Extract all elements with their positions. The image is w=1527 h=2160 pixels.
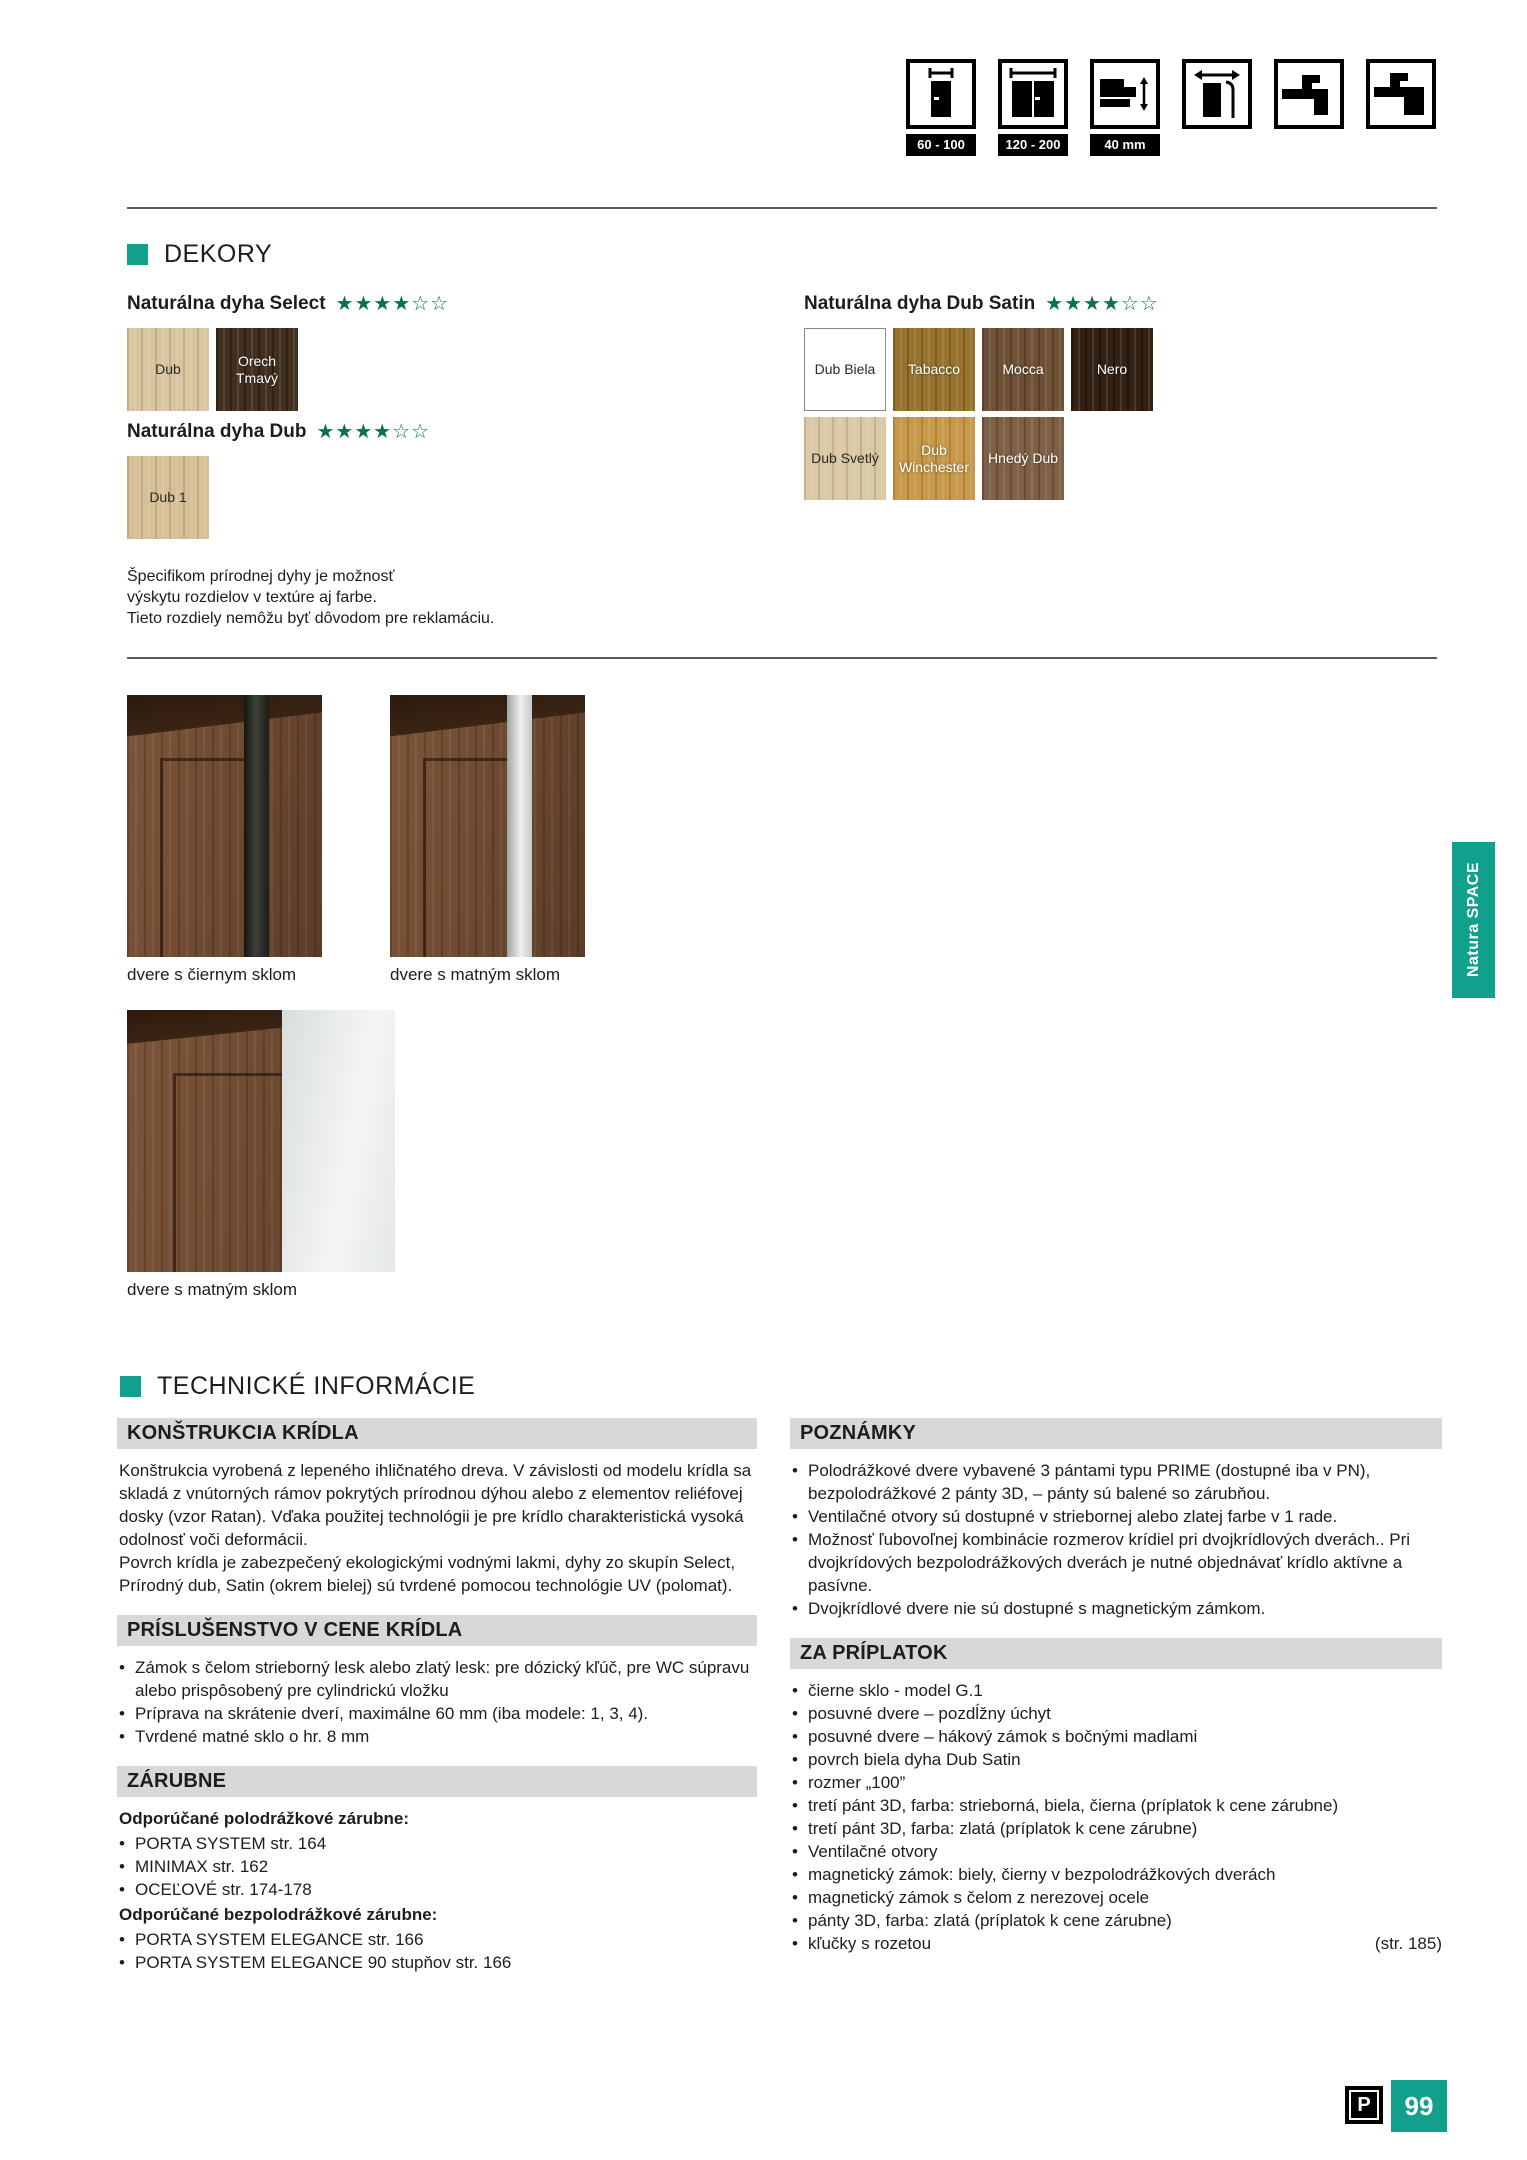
spec-icons-row (906, 59, 1436, 156)
bullet-text: tretí pánt 3D, farba: zlatá (príplatok k cene zárubne) (808, 1819, 1198, 1838)
tech-column-right (790, 1418, 1442, 1973)
door-caption: dvere s matným sklom (390, 965, 561, 984)
bullet-text: Možnosť ľubovoľnej kombinácie rozmerov krídiel pri dvojkrídlových dverách.. Pri dvojkrídových bezpolodrážkových dverách je nutné objednávať krídlo aktívne a pasívne. (808, 1530, 1411, 1595)
veneer-swatch-label: Dub Biela (814, 361, 876, 377)
accent-square-icon (120, 1376, 141, 1397)
page-number-badge: 99 (1391, 2080, 1447, 2132)
dekory-title: DEKORY (164, 240, 273, 268)
bullet-dot-icon: • (792, 1704, 798, 1723)
page-reference: (str. 185) (1374, 1934, 1442, 1953)
door-figure-matte-glass (390, 695, 585, 985)
tech-section-header (120, 1372, 475, 1401)
bullet-dot-icon: • (792, 1934, 798, 1953)
bullet-text: kľučky s rozetou (808, 1934, 932, 1953)
bullet-text: čierne sklo - model G.1 (808, 1681, 983, 1700)
door-thickness-icon (1090, 59, 1160, 129)
bullet-dot-icon: • (119, 1704, 125, 1723)
door-panel-groove (423, 758, 512, 957)
spec-icon-label: 40 mm (1090, 134, 1160, 156)
veneer-swatch[interactable] (216, 328, 298, 411)
bullet-dot-icon: • (119, 1953, 125, 1972)
door-photo-matte-glass-wide (127, 1010, 395, 1272)
swatch-grid (804, 328, 1159, 500)
veneer-swatch[interactable] (982, 328, 1064, 411)
tech-subheading: Odporúčané polodrážkové zárubne: (119, 1809, 409, 1828)
matte-glass-strip (507, 695, 532, 957)
veneer-swatch[interactable] (127, 456, 209, 539)
bullet-item (792, 1932, 1442, 1955)
bullet-text: magnetický zámok s čelom z nerezovej ocele (808, 1888, 1150, 1907)
bullet-item (792, 1771, 1442, 1794)
bullet-text: magnetický zámok: biely, čierny v bezpolodrážkových dverách (808, 1865, 1276, 1884)
tech-section-heading: KONŠTRUKCIA KRÍDLA (117, 1418, 757, 1449)
bullet-dot-icon: • (792, 1888, 798, 1907)
bullet-text: MINIMAX str. 162 (135, 1857, 269, 1876)
bullet-dot-icon: • (119, 1727, 125, 1746)
bullet-text: Zámok s čelom strieborný lesk alebo zlatý lesk: pre dózický kľúč, pre WC súpravu alebo prispôsobený pre cylindrickú vložku (135, 1658, 750, 1700)
single-door-width-icon (906, 59, 976, 129)
bullet-text: posuvné dvere – pozdĺžny úchyt (808, 1704, 1051, 1723)
tech-column-left (117, 1418, 757, 1992)
door-figure-matte-glass-wide (127, 1010, 395, 1300)
bullet-item (792, 1886, 1442, 1909)
bullet-item (792, 1909, 1442, 1932)
bullet-item (792, 1725, 1442, 1748)
bullet-dot-icon: • (792, 1461, 798, 1480)
tech-section-heading: POZNÁMKY (790, 1418, 1442, 1449)
veneer-swatch[interactable] (982, 417, 1064, 500)
decor-group-title: Naturálna dyha Select (127, 293, 326, 314)
bullet-dot-icon: • (119, 1834, 125, 1853)
bullet-item (792, 1794, 1442, 1817)
bullet-text: PORTA SYSTEM ELEGANCE 90 stupňov str. 166 (135, 1953, 512, 1972)
dekory-section-header (127, 240, 272, 269)
disclaimer-line: Tieto rozdiely nemôžu byť dôvodom pre reklamáciu. (127, 610, 495, 627)
tech-title: TECHNICKÉ INFORMÁCIE (157, 1372, 476, 1400)
veneer-swatch[interactable] (804, 417, 886, 500)
bullet-text: Príprava na skrátenie dverí, maximálne 60 mm (iba modele: 1, 3, 4). (135, 1704, 649, 1723)
door-panel-groove (173, 1073, 294, 1272)
tech-section-heading: ZA PRÍPLATOK (790, 1638, 1442, 1669)
bullet-dot-icon: • (792, 1842, 798, 1861)
divider-top (127, 207, 1437, 209)
bullet-dot-icon: • (119, 1880, 125, 1899)
tech-section-kon-trukcia-kr-dla (117, 1418, 757, 1597)
decor-group-title: Naturálna dyha Dub (127, 421, 307, 442)
bullet-text: Dvojkrídlové dvere nie sú dostupné s magnetickým zámkom. (808, 1599, 1266, 1618)
bullet-item (119, 1951, 757, 1974)
side-tab-natura-space[interactable] (1452, 842, 1495, 998)
bullet-dot-icon: • (792, 1911, 798, 1930)
bullet-item (792, 1528, 1442, 1597)
spec-icon-cell (906, 59, 976, 156)
veneer-swatch-label: Orech Tmavý (236, 352, 278, 386)
veneer-swatch-label: Nero (1096, 361, 1128, 377)
bullet-dot-icon: • (792, 1530, 798, 1549)
bullet-item (792, 1748, 1442, 1771)
veneer-swatch-label: Dub 1 (149, 489, 187, 505)
bullet-dot-icon: • (792, 1507, 798, 1526)
decor-group-title-row (127, 420, 430, 444)
porta-logo-letter: P (1357, 2093, 1371, 2116)
door-panel-groove (160, 758, 249, 957)
black-glass-strip (244, 695, 269, 957)
bullet-item (119, 1928, 757, 1951)
bullet-text: OCEĽOVÉ str. 174-178 (135, 1880, 312, 1899)
rating-stars-icon: ★★★★☆☆ (1045, 293, 1159, 315)
bullet-dot-icon: • (792, 1819, 798, 1838)
bullet-item (119, 1855, 757, 1878)
rebated-profile-icon (1274, 59, 1344, 129)
bullet-text: PORTA SYSTEM ELEGANCE str. 166 (135, 1930, 424, 1949)
decor-group-title-row (804, 292, 1159, 316)
tech-paragraph: Povrch krídla je zabezpečený ekologickými vodnými lakmi, dyhy zo skupín Select, Prírodný dub, Satin (okrem bielej) sú tvrdené pomocou technológie UV (polomat). (119, 1553, 736, 1595)
bullet-dot-icon: • (119, 1930, 125, 1949)
bullet-dot-icon: • (792, 1599, 798, 1618)
bullet-text: posuvné dvere – hákový zámok s bočnými madlami (808, 1727, 1198, 1746)
double-door-width-icon (998, 59, 1068, 129)
door-figure-black-glass (127, 695, 322, 985)
side-tab-label: Natura SPACE (1464, 862, 1482, 978)
spec-icon-label: 120 - 200 (998, 134, 1068, 156)
sliding-door-icon (1182, 59, 1252, 129)
door-frame-shadow (127, 695, 322, 739)
bullet-item (792, 1597, 1442, 1620)
bullet-dot-icon: • (792, 1727, 798, 1746)
tech-section-z-rubne (117, 1766, 757, 1974)
bullet-text: tretí pánt 3D, farba: strieborná, biela, čierna (príplatok k cene zárubne) (808, 1796, 1339, 1815)
door-caption: dvere s matným sklom (127, 1280, 298, 1299)
decor-group-select (127, 292, 449, 411)
accent-square-icon (127, 244, 148, 265)
veneer-swatch[interactable] (1071, 328, 1153, 411)
bullet-item (119, 1702, 757, 1725)
bullet-text: Tvrdené matné sklo o hr. 8 mm (135, 1727, 370, 1746)
veneer-swatch-label: Dub Svetlý (811, 450, 879, 466)
tech-section-heading: ZÁRUBNE (117, 1766, 757, 1797)
bullet-text: Ventilačné otvory (808, 1842, 938, 1861)
veneer-swatch[interactable] (893, 417, 975, 500)
spec-icon-cell (998, 59, 1068, 156)
decor-group-title: Naturálna dyha Dub Satin (804, 293, 1036, 314)
bullet-item (119, 1878, 757, 1901)
bullet-dot-icon: • (792, 1865, 798, 1884)
bullet-dot-icon: • (119, 1658, 125, 1677)
disclaimer-line: výskytu rozdielov v textúre aj farbe. (127, 589, 377, 606)
door-photo-matte-glass (390, 695, 585, 957)
spec-icon-cell (1090, 59, 1160, 156)
bullet-text: Polodrážkové dvere vybavené 3 pántami typu PRIME (dostupné iba v PN), bezpolodrážkové 2 pánty 3D, – pánty sú balené so zárubňou. (808, 1461, 1371, 1503)
veneer-swatch-label: Mocca (1002, 361, 1044, 377)
bullet-item (119, 1656, 757, 1702)
decor-group-dub-satin (804, 292, 1159, 500)
bullet-item (792, 1459, 1442, 1505)
divider-middle (127, 657, 1437, 659)
veneer-swatch-label: Dub (155, 361, 181, 377)
veneer-swatch[interactable] (127, 328, 209, 411)
tech-section-pozn-mky (790, 1418, 1442, 1620)
bullet-text: rozmer „100” (808, 1773, 906, 1792)
door-frame-shadow (390, 695, 585, 739)
veneer-swatch-label: Tabacco (907, 361, 961, 377)
veneer-swatch[interactable] (804, 328, 886, 411)
bullet-item (792, 1679, 1442, 1702)
disclaimer-line: Špecifikom prírodnej dyhy je možnosť (127, 568, 395, 585)
spec-icon-cell (1182, 59, 1252, 156)
decor-group-title-row (127, 292, 449, 316)
matte-glass-panel (282, 1010, 395, 1272)
bullet-text: Ventilačné otvory sú dostupné v striebornej alebo zlatej farbe v 1 rade. (808, 1507, 1338, 1526)
door-caption: dvere s čiernym sklom (127, 965, 297, 984)
bullet-text: povrch biela dyha Dub Satin (808, 1750, 1021, 1769)
spec-icon-label: 60 - 100 (906, 134, 976, 156)
swatch-grid (127, 328, 449, 411)
tech-subheading: Odporúčané bezpolodrážkové zárubne: (119, 1905, 438, 1924)
porta-logo (1345, 2086, 1383, 2124)
veneer-disclaimer (127, 566, 494, 629)
non-rebated-profile-icon (1366, 59, 1436, 129)
bullet-item (792, 1817, 1442, 1840)
rating-stars-icon: ★★★★☆☆ (316, 421, 431, 443)
bullet-dot-icon: • (119, 1857, 125, 1876)
rating-stars-icon: ★★★★☆☆ (335, 293, 450, 315)
bullet-item (792, 1702, 1442, 1725)
decor-group-dub (127, 420, 430, 539)
bullet-item (792, 1840, 1442, 1863)
tech-section-heading: PRÍSLUŠENSTVO V CENE KRÍDLA (117, 1615, 757, 1646)
spec-icon-cell (1366, 59, 1436, 156)
bullet-text: PORTA SYSTEM str. 164 (135, 1834, 327, 1853)
bullet-item (792, 1863, 1442, 1886)
veneer-swatch-label: Dub Winchester (898, 441, 970, 475)
bullet-item (792, 1505, 1442, 1528)
swatch-grid (127, 456, 430, 539)
veneer-swatch-label: Hnedý Dub (987, 450, 1059, 466)
veneer-swatch[interactable] (893, 328, 975, 411)
bullet-dot-icon: • (792, 1750, 798, 1769)
bullet-item (119, 1725, 757, 1748)
tech-section-za-pr-platok (790, 1638, 1442, 1955)
bullet-item (119, 1832, 757, 1855)
door-photo-black-glass (127, 695, 322, 957)
tech-section-pr-slu-enstvo-v-cene-kr-dla (117, 1615, 757, 1748)
bullet-dot-icon: • (792, 1681, 798, 1700)
spec-icon-cell (1274, 59, 1344, 156)
bullet-dot-icon: • (792, 1773, 798, 1792)
bullet-dot-icon: • (792, 1796, 798, 1815)
bullet-text: pánty 3D, farba: zlatá (príplatok k cene zárubne) (808, 1911, 1172, 1930)
tech-paragraph: Konštrukcia vyrobená z lepeného ihličnatého dreva. V závislosti od modelu krídla sa skladá z vnútorných rámov pokrytých prírodnou dýhou alebo z elementov reliéfovej dosky (vzor Ratan). Vďaka použitej technológii je pre krídlo charakteristická vysoká odolnosť voči deformácii. (119, 1461, 752, 1549)
